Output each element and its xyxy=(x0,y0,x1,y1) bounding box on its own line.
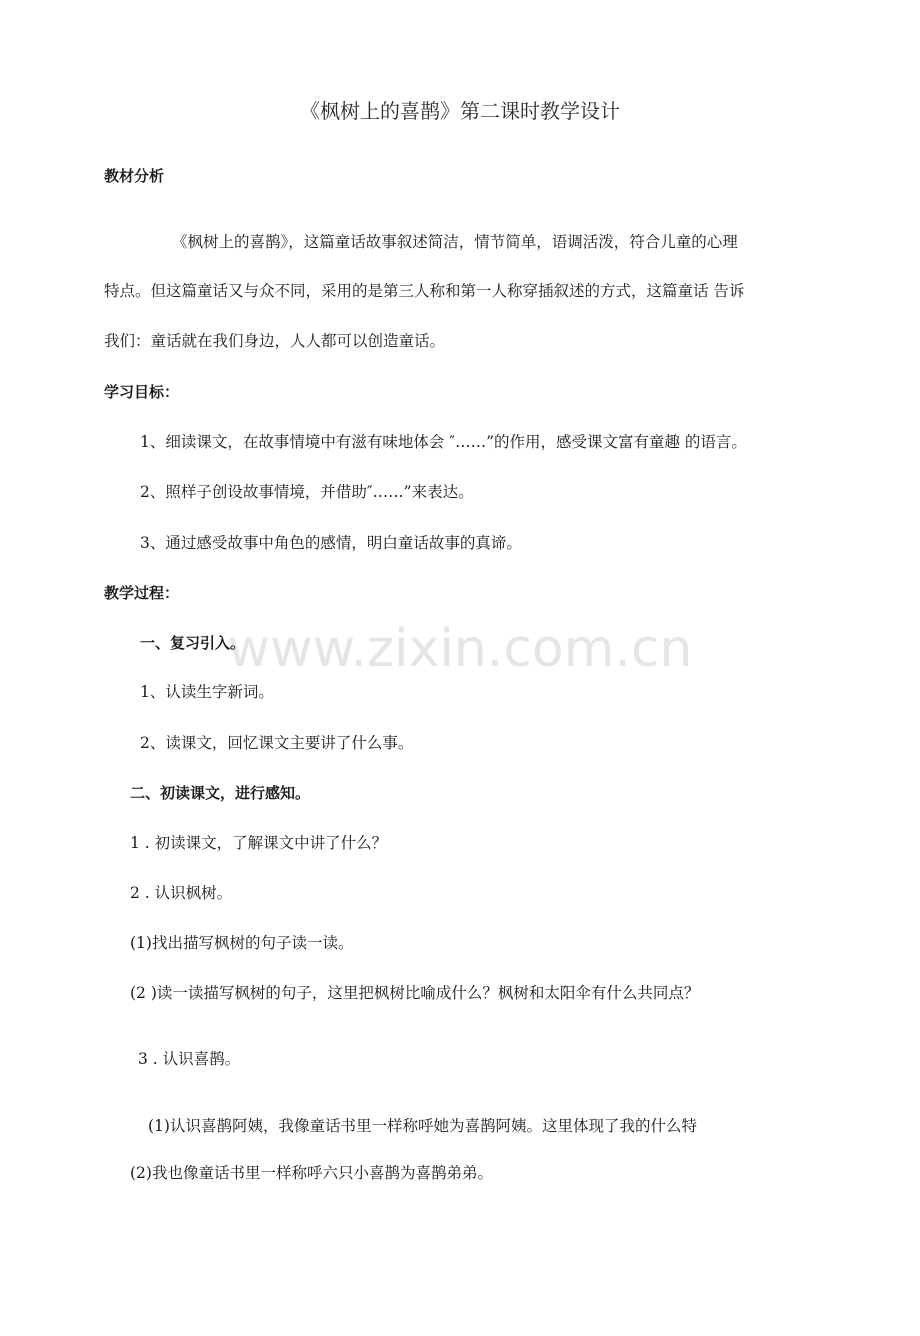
teaching-process-heading: 教学过程： xyxy=(104,584,180,602)
learning-goals-heading: 学习目标： xyxy=(104,383,180,401)
material-analysis-heading: 教材分析 xyxy=(104,167,165,185)
material-paragraph-line-1: 《枫树上的喜鹊》，这篇童话故事叙述简洁，情节简单，语调活泼，符合儿童的心理 xyxy=(172,233,738,251)
part2-heading: 二、初读课文，进行感知。 xyxy=(130,784,311,802)
document-title: 《枫树上的喜鹊》第二课时教学设计 xyxy=(300,99,620,123)
part1-item-2: 2、读课文，回忆课文主要讲了什么事。 xyxy=(140,734,414,752)
part2-item-4: (2 )读一读描写枫树的句子，这里把枫树比喻成什么？枫树和太阳伞有什么共同点？ xyxy=(130,984,700,1002)
watermark: www.zixin.com.cn xyxy=(227,619,693,679)
learning-goal-item-2: 2、照样子创设故事情境，并借助″……”来表达。 xyxy=(140,483,474,501)
learning-goal-item-1: 1、细读课文，在故事情境中有滋有味地体会 ″……”的作用，感受课文富有童趣 的语言。 xyxy=(140,433,747,451)
part1-item-1: 1、认读生字新词。 xyxy=(140,683,274,701)
learning-goal-item-3: 3、通过感受故事中角色的感情，明白童话故事的真谛。 xyxy=(140,534,522,552)
material-paragraph-line-3: 我们：童话就在我们身边，人人都可以创造童话。 xyxy=(104,332,446,350)
material-paragraph-line-2: 特点。但这篇童话又与众不同，采用的是第三人称和第一人称穿插叙述的方式，这篇童话 告诉 xyxy=(104,282,745,300)
part2-item-5: 3 . 认识喜鹊。 xyxy=(138,1050,241,1068)
part2-item-7: (2)我也像童话书里一样称呼六只小喜鹊为喜鹊弟弟。 xyxy=(130,1164,493,1182)
part2-item-6: (1)认识喜鹊阿姨，我像童话书里一样称呼她为喜鹊阿姨。这里体现了我的什么特 xyxy=(148,1117,697,1135)
part2-item-2: 2 . 认识枫树。 xyxy=(130,884,233,902)
part1-heading: 一、复习引入。 xyxy=(140,634,246,652)
part2-item-1: 1 . 初读课文，了解课文中讲了什么？ xyxy=(130,834,388,852)
part2-item-3: (1)找出描写枫树的句子读一读。 xyxy=(130,934,354,952)
